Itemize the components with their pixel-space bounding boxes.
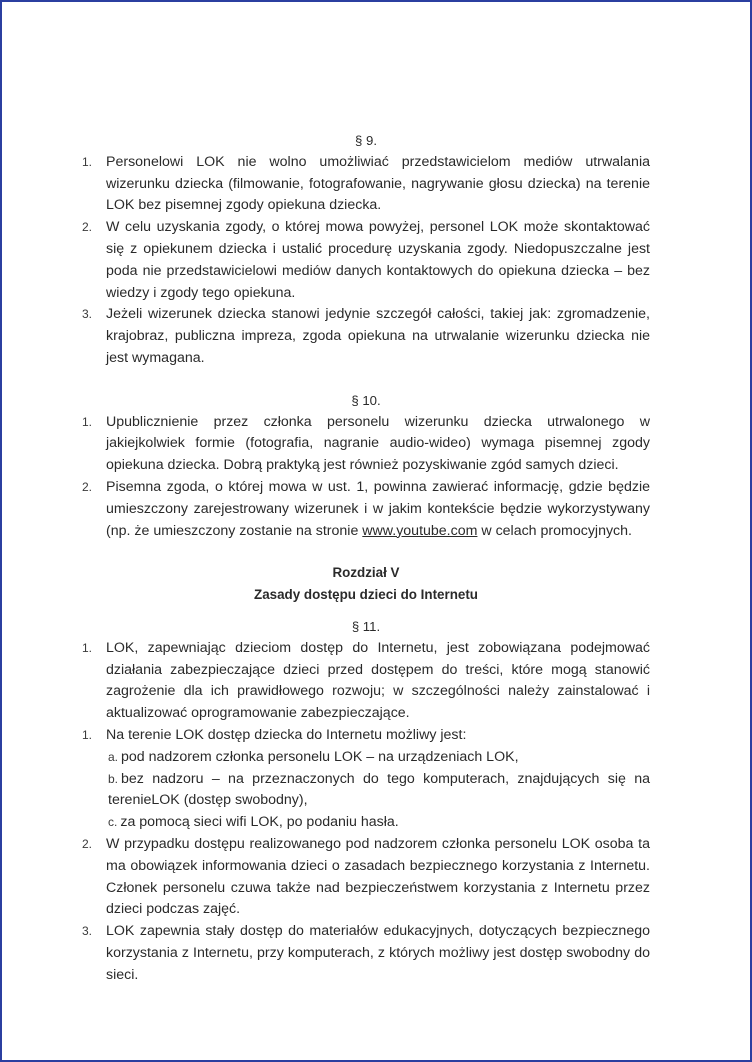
section-10-list [82,412,650,543]
section-9-item-2 [82,217,650,304]
item-number: 3. [82,924,93,939]
sub-item-b [106,769,650,813]
sub-item-a [106,747,650,769]
chapter-subtitle: Zasady dostępu dzieci do Internetu [254,587,478,603]
section-10-heading: § 10. [351,392,381,408]
section-9-item-1 [82,152,650,217]
section-11-item-1 [82,638,650,725]
item-text: LOK zapewnia stały dostęp do materiałów edukacyjnych, dotyczących bezpiecznego korzystania z Internetu, przy komputerach, z których możliwy jest dostęp swobodny do sieci. [106,923,650,983]
item-number: 1. [82,414,93,429]
item-text: W celu uzyskania zgody, o której mowa powyżej, personel LOK może skontaktować się z opiekunem dziecka i ustalić procedurę uzyskania zgody. Niedopuszczalne jest poda nie przedstawicielowi mediów danych kontaktowych do opiekuna dziecka – bez wiedzy i zgody tego opiekuna. [106,219,650,301]
sub-text: za pomocą sieci wifi LOK, po podaniu hasła. [120,814,399,831]
youtube-link[interactable]: www.youtube.com [362,522,478,539]
item-number: 1. [82,640,93,655]
item-text-after: w celach promocyjnych. [477,522,632,539]
item-text: W przypadku dostępu realizowanego pod nadzorem członka personelu LOK osoba ta ma obowiązek informowania dzieci o zasadach bezpiecznego korzystania z Internetu. Członek personelu czuwa także nad bezpieczeństwem korzystania z Internetu przez dzieci podczas zajęć. [106,835,650,918]
section-9-item-3 [82,304,650,369]
item-text: LOK, zapewniając dzieciom dostęp do Internetu, jest zobowiązana podejmować działania zabezpieczające dzieci przed dostępem do treści, które mogą stanowić zagrożenie dla ich prawidłowego rozwoju; w szczególności należy zainstalować i aktualizować oprogramowanie zabezpieczające. [106,639,650,722]
item-text: Personelowi LOK nie wolno umożliwiać przedstawicielom mediów utrwalania wizerunku dziecka (filmowanie, fotografowanie, nagrywanie głosu dziecka) na terenie LOK bez pisemnej zgody opiekuna dziecka. [106,153,650,214]
document-body [82,130,650,986]
item-text: Jeżeli wizerunek dziecka stanowi jedynie szczegół całości, takiej jak: zgromadzenie, krajobraz, publiczna impreza, zgoda opiekuna na utrwalanie wizerunku dziecka nie jest wymagana. [106,306,650,366]
section-9-heading: § 9. [355,133,377,148]
sub-text: pod nadzorem członka personelu LOK – na urządzeniach LOK, [121,748,519,765]
item-number: 3. [82,307,93,322]
sub-letter: a. [108,749,119,764]
section-11-item-2 [82,725,650,834]
section-11-item-4 [82,921,650,986]
item-number: 2. [82,220,93,235]
sub-letter: c. [108,815,118,830]
item-text: Upublicznienie przez członka personelu wizerunku dziecka utrwalonego w jakiejkolwiek formie (fotografia, nagranie audio-wideo) wymaga pisemnej zgody opiekuna dziecka. Dobrą praktyką jest również pozyskiwanie zgód samych dzieci. [106,413,650,474]
sub-letter: b. [108,771,119,786]
section-11-item-3 [82,834,650,921]
item-text-before: Pisemna zgoda, o której mowa w ust. 1, powinna zawierać informację, gdzie będzie umieszczony zarejestrowany wizerunek i w jakim kontekście będzie wykorzystywany (np. że umieszczony zostanie na stronie [106,478,650,539]
item-text: Na terenie LOK dostęp dziecka do Internetu możliwy jest: [106,726,467,743]
item-number: 2. [82,836,93,851]
section-10-item-2 [82,477,650,542]
section-9-list [82,152,650,370]
section-11-heading: § 11. [351,618,381,634]
chapter-title: Rozdział V [332,565,400,581]
section-10-item-1 [82,412,650,477]
item-number: 1. [82,154,93,169]
sub-text: bez nadzoru – na przeznaczonych do tego komputerach, znajdujących się na terenieLOK (dostęp swobodny), [108,770,650,809]
item-number: 2. [82,479,93,494]
item-number: 1. [82,727,93,742]
section-11-list [82,638,650,987]
sub-item-c [106,812,650,834]
